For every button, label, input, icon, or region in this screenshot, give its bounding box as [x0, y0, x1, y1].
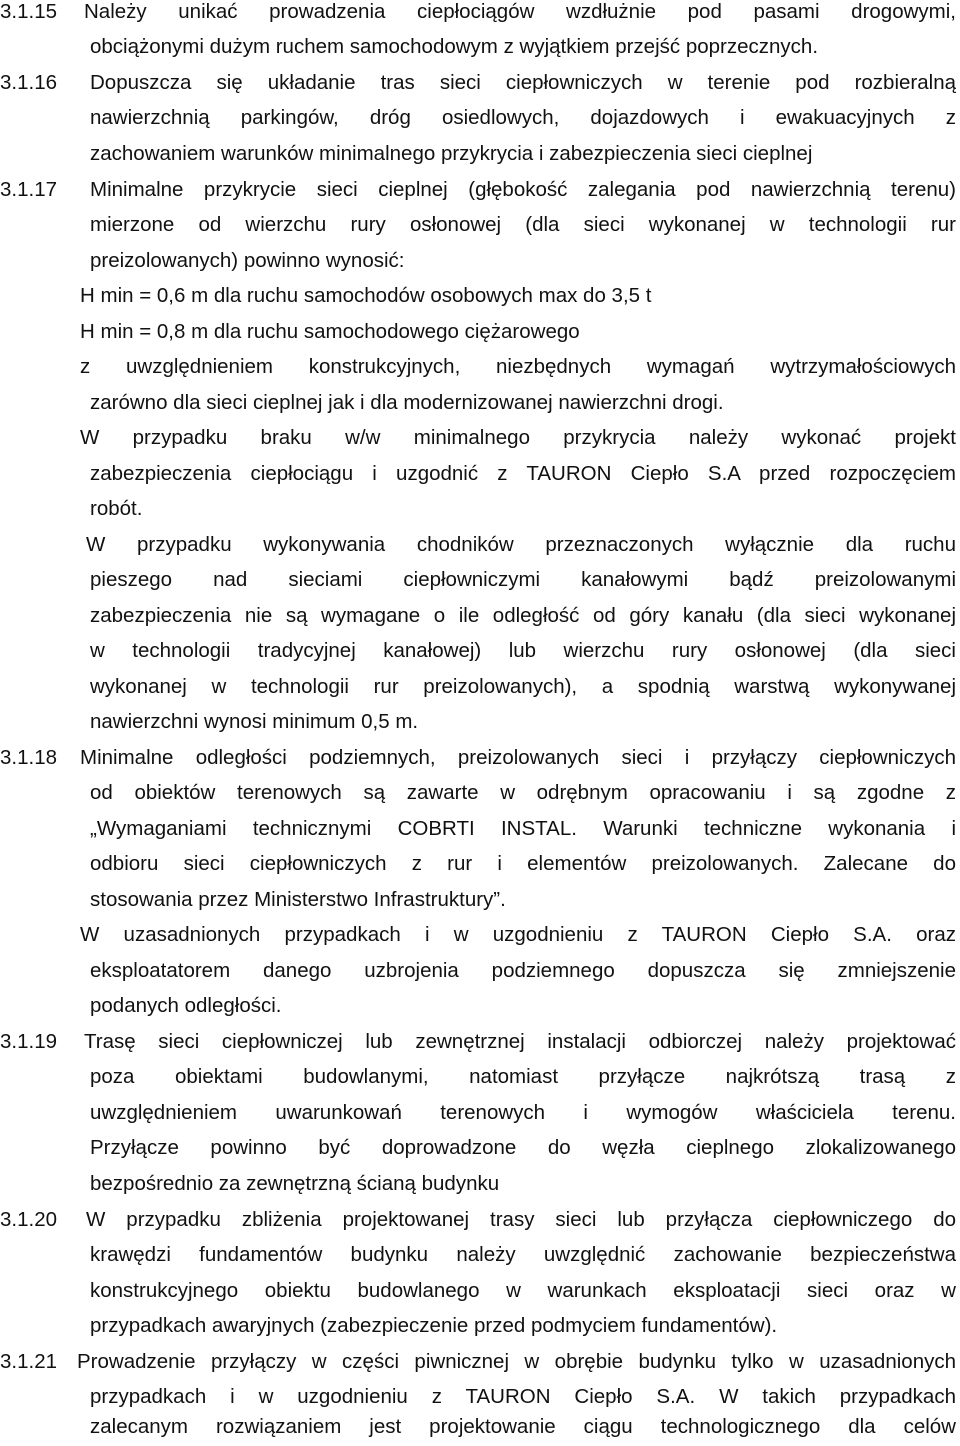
text-line — [0, 279, 960, 313]
text-line — [0, 634, 960, 668]
text-line — [0, 918, 960, 952]
line-text: wykonanej w technologii rur preizolowanych), a spodnią warstwą wykonywanej — [90, 675, 956, 698]
line-text: zalecanym rozwiązaniem jest projektowanie ciągu technologicznego dla celów — [90, 1415, 956, 1438]
text-line — [0, 847, 960, 881]
text-line — [0, 776, 960, 810]
section-number: 3.1.19 — [0, 1030, 57, 1053]
line-text: preizolowanych) powinno wynosić: — [90, 249, 405, 272]
text-line — [0, 315, 960, 349]
line-text: H min = 0,6 m dla ruchu samochodów osobowych max do 3,5 t — [80, 284, 652, 307]
line-text: pieszego nad sieciami ciepłowniczymi kanałowymi bądź preizolowanymi — [90, 568, 956, 591]
text-line — [0, 1131, 960, 1165]
text-line — [0, 1309, 960, 1343]
line-text: w technologii tradycyjnej kanałowej) lub wierzchu rury osłonowej (dla sieci — [90, 639, 956, 662]
text-line — [0, 1380, 960, 1414]
line-text: obciążonymi dużym ruchem samochodowym z wyjątkiem przejść poprzecznych. — [90, 35, 819, 58]
line-text: „Wymaganiami technicznymi COBRTI INSTAL. Warunki techniczne wykonania i — [90, 817, 956, 840]
text-line — [0, 989, 960, 1023]
section-number: 3.1.16 — [0, 71, 57, 94]
line-text: robót. — [90, 497, 143, 520]
text-line — [0, 1060, 960, 1094]
text-line — [0, 670, 960, 704]
text-line — [0, 528, 960, 562]
text-line — [0, 563, 960, 597]
line-text: eksploatatorem danego uzbrojenia podziemnego dopuszcza się zmniejszenie — [90, 959, 956, 982]
line-text: poza obiektami budowlanymi, natomiast przyłącze najkrótszą trasą z — [90, 1065, 956, 1088]
text-line — [0, 705, 960, 739]
text-line — [0, 137, 960, 171]
line-text: stosowania przez Ministerstwo Infrastruktury”. — [90, 888, 506, 911]
text-line — [0, 66, 960, 100]
line-text: Prowadzenie przyłączy w części piwnicznej w obrębie budynku tylko w uzasadnionych — [77, 1350, 956, 1373]
text-line — [0, 1345, 960, 1379]
line-text: W przypadku wykonywania chodników przeznaczonych wyłącznie dla ruchu — [86, 533, 956, 556]
line-text: Trasę sieci ciepłowniczej lub zewnętrznej instalacji odbiorczej należy projektować — [84, 1030, 956, 1053]
text-line — [0, 457, 960, 491]
line-text: nawierzchni wynosi minimum 0,5 m. — [90, 710, 419, 733]
section-number: 3.1.20 — [0, 1208, 57, 1231]
line-text: Minimalne przykrycie sieci cieplnej (głębokość zalegania pod nawierzchnią terenu) — [90, 178, 956, 201]
line-text: W przypadku braku w/w minimalnego przykrycia należy wykonać projekt — [80, 426, 956, 449]
line-text: z uwzględnieniem konstrukcyjnych, niezbędnych wymagań wytrzymałościowych — [80, 355, 956, 378]
line-text: Minimalne odległości podziemnych, preizolowanych sieci i przyłączy ciepłowniczych — [80, 746, 956, 769]
line-text: bezpośrednio za zewnętrzną ścianą budynku — [90, 1172, 500, 1195]
line-text: zabezpieczenia nie są wymagane o ile odległość od góry kanału (dla sieci wykonanej — [90, 604, 956, 627]
line-text: uwzględnieniem uwarunkowań terenowych i wymogów właściciela terenu. — [90, 1101, 956, 1124]
text-line — [0, 244, 960, 278]
line-text: W przypadku zbliżenia projektowanej trasy sieci lub przyłącza ciepłowniczego do — [86, 1208, 956, 1231]
line-text: zabezpieczenia ciepłociągu i uzgodnić z TAURON Ciepło S.A przed rozpoczęciem — [90, 462, 956, 485]
section-number: 3.1.15 — [0, 0, 57, 23]
line-text: odbioru sieci ciepłowniczych z rur i elementów preizolowanych. Zalecane do — [90, 852, 956, 875]
line-text: H min = 0,8 m dla ruchu samochodowego ciężarowego — [80, 320, 580, 343]
text-line — [0, 101, 960, 135]
line-text: Dopuszcza się układanie tras sieci ciepłowniczych w terenie pod rozbieralną — [90, 71, 956, 94]
text-line — [0, 1203, 960, 1237]
text-line — [0, 421, 960, 455]
line-text: zarówno dla sieci cieplnej jak i dla modernizowanej nawierzchni drogi. — [90, 391, 724, 414]
section-number: 3.1.17 — [0, 178, 57, 201]
text-line — [0, 1167, 960, 1201]
line-text: Należy unikać prowadzenia ciepłociągów wzdłużnie pod pasami drogowymi, — [84, 0, 956, 23]
line-text: nawierzchnią parkingów, dróg osiedlowych, dojazdowych i ewakuacyjnych z — [90, 106, 956, 129]
text-line — [0, 954, 960, 988]
text-line — [0, 30, 960, 64]
text-line — [0, 386, 960, 420]
text-line — [0, 1410, 960, 1444]
text-line — [0, 350, 960, 384]
text-line — [0, 1096, 960, 1130]
text-line — [0, 741, 960, 775]
text-line — [0, 492, 960, 526]
line-text: Przyłącze powinno być doprowadzone do węzła cieplnego zlokalizowanego — [90, 1136, 956, 1159]
line-text: zachowaniem warunków minimalnego przykrycia i zabezpieczenia sieci cieplnej — [90, 142, 813, 165]
line-text: mierzone od wierzchu rury osłonowej (dla sieci wykonanej w technologii rur — [90, 213, 956, 236]
text-line — [0, 208, 960, 242]
line-text: konstrukcyjnego obiektu budowlanego w warunkach eksploatacji sieci oraz w — [90, 1279, 956, 1302]
section-number: 3.1.21 — [0, 1350, 57, 1373]
line-text: W uzasadnionych przypadkach i w uzgodnieniu z TAURON Ciepło S.A. oraz — [80, 923, 956, 946]
line-text: od obiektów terenowych są zawarte w odrębnym opracowaniu i są zgodne z — [90, 781, 956, 804]
text-line — [0, 883, 960, 917]
line-text: krawędzi fundamentów budynku należy uwzględnić zachowanie bezpieczeństwa — [90, 1243, 956, 1266]
text-line — [0, 173, 960, 207]
text-line — [0, 812, 960, 846]
line-text: przypadkach awaryjnych (zabezpieczenie przed podmyciem fundamentów). — [90, 1314, 778, 1337]
text-line — [0, 1025, 960, 1059]
text-line — [0, 1274, 960, 1308]
text-line — [0, 599, 960, 633]
text-line — [0, 0, 960, 29]
section-number: 3.1.18 — [0, 746, 57, 769]
text-line — [0, 1238, 960, 1272]
line-text: przypadkach i w uzgodnieniu z TAURON Ciepło S.A. W takich przypadkach — [90, 1385, 956, 1408]
line-text: podanych odległości. — [90, 994, 282, 1017]
